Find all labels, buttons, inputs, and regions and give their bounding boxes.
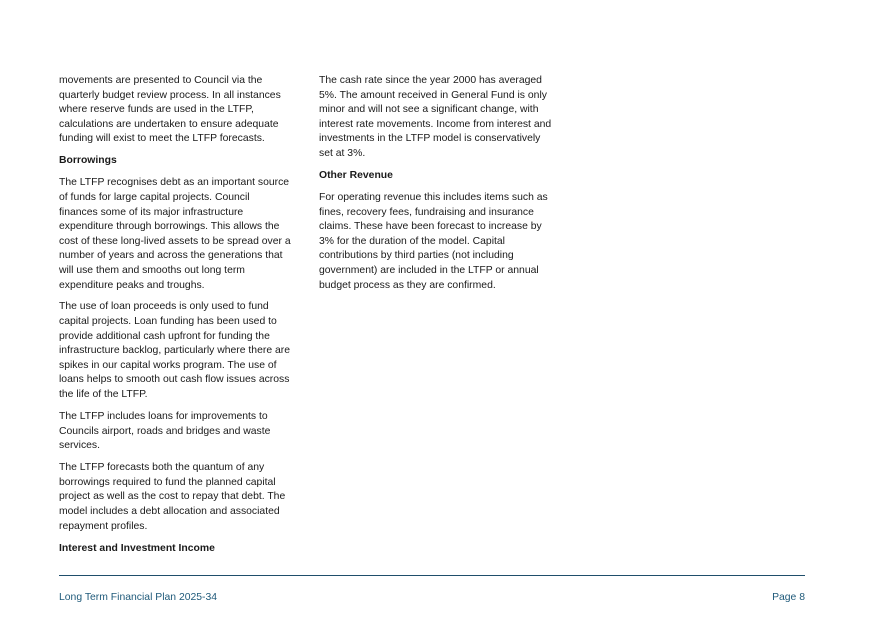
footer-divider (59, 575, 805, 576)
heading-interest-investment-income: Interest and Investment Income (59, 542, 215, 554)
footer-page-number: Page 8 (772, 592, 805, 603)
paragraph-cash-rate: The cash rate since the year 2000 has averaged 5%. The amount received in General Fund is only minor and will not see a significant change, with interest rate movements. Income from interest and investments in the LTFP model is conservatively set at 3%. (319, 75, 552, 159)
paragraph-reserve-movements: movements are presented to Council via the quarterly budget review process. In all instances where reserve funds are used in the LTFP, calculations are undertaken to ensure adequate funding will exist to meet the LTFP forecasts. (59, 75, 281, 145)
paragraph-loan-proceeds: The use of loan proceeds is only used to fund capital projects. Loan funding has been used to provide additional cash upfront for funding the infrastructure backlog, particularly where there are spikes in our capital works program. The use of loans helps to smooth out cash flow issues across the life of the LTFP. (59, 301, 291, 401)
heading-borrowings: Borrowings (59, 155, 117, 167)
paragraph-operating-revenue: For operating revenue this includes items such as fines, recovery fees, fundraising and insurance claims. These have been forecast to increase by 3% for the duration of the model. Capital contributions by third parties (not including government) are included in the LTFP or annual budget process as they are confirmed. (319, 191, 548, 291)
heading-other-revenue: Other Revenue (319, 169, 393, 181)
left-column (59, 74, 291, 564)
footer-title: Long Term Financial Plan 2025-34 (59, 592, 218, 603)
paragraph-borrowing-forecasts: The LTFP forecasts both the quantum of any borrowings required to fund the planned capital project as well as the cost to repay that debt. The model includes a debt allocation and associated repayment profiles. (59, 462, 286, 532)
paragraph-loan-improvements: The LTFP includes loans for improvements to Councils airport, roads and bridges and waste services. (59, 411, 271, 452)
right-column (319, 74, 555, 300)
paragraph-debt-source: The LTFP recognises debt as an important source of funds for large capital projects. Council finances some of its major infrastructure expenditure through borrowings. This allows the cost of these long-lived assets to be spread over a number of years and across the generations that will use them and smooths out long term expenditure peaks and troughs. (59, 177, 291, 291)
